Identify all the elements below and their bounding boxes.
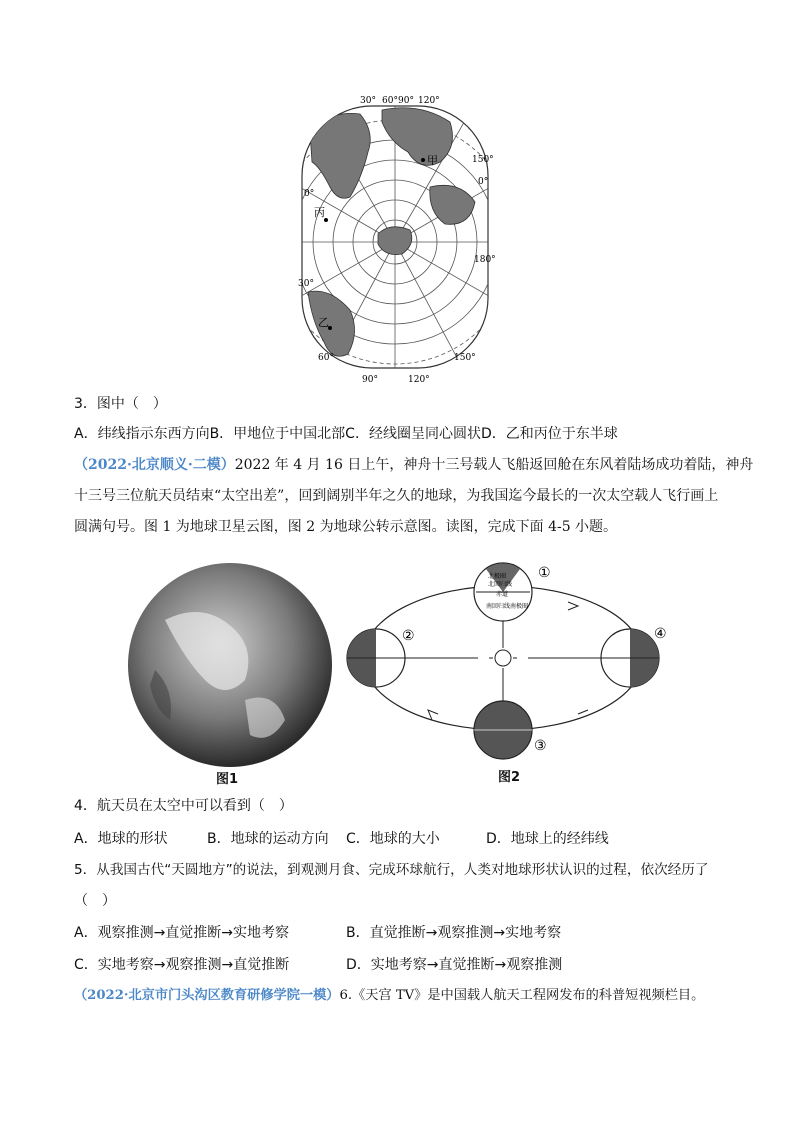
globe-label-3: 南回归线 [486,603,511,610]
passage-line2: 十三号三位航天员结束“太空出差”，回到阔别半年之久的地球，为我国迄今最长的一次太空载人飞行画上 [74,488,719,504]
q5-option-b: B．直觉推断→观察推测→实地考察 [346,925,562,941]
q4-option-a: A．地球的形状 [74,831,168,847]
q4-option-c: C．地球的大小 [346,831,440,847]
q3-options: A．纬线指示东西方向B．甲地位于中国北部C．经线圈呈同心圆状D．乙和丙位于东半球 [74,426,618,442]
q4-option-d: D．地球上的经纬线 [486,831,609,847]
q5-stem: 5．从我国古代“天圆地方”的说法，到观测月食、完成环球航行，人类对地球形状认识的过程，依次经历了 [74,862,709,878]
map-label-top-2: 90° [398,96,414,106]
map-label-bottom-1: 90° [362,375,378,384]
q5-option-d: D．实地考察→直觉推断→观察推测 [346,957,563,973]
place-jia: 甲 [427,154,438,167]
map-label-top-3: 120° [418,96,440,106]
map-label-right-2: 180° [474,255,496,265]
fig1-label: 图1 [216,772,239,787]
map-label-bottom-0: 60° [318,353,334,363]
place-yi: 乙 [318,316,329,329]
passage-line3: 圆满句号。图 1 为地球卫星云图，图 2 为地球公转示意图。读图，完成下面 4-5 小题。 [74,519,618,535]
map-label-top-1: 60° [382,96,398,106]
map-label-left-0: 0° [304,189,315,199]
globe-label-0: 北极圈 [488,573,507,580]
map-label-top-0: 30° [360,96,376,106]
satellite-globe-figure [125,560,335,770]
globe-label-2: 赤道 [496,591,509,598]
q3-stem: 3．图中（ ） [74,396,167,412]
place-bing: 丙 [314,206,325,219]
position-1: ① [538,565,551,581]
passage-text-1: 2022 年 4 月 16 日上午，神舟十三号载人飞船返回舱在东风着陆场成功着陆，神舟 [234,457,754,473]
q4-option-b: B．地球的运动方向 [207,831,329,847]
map-label-right-0: 150° [472,155,494,165]
q6-line [74,986,704,1006]
map-label-left-1: 30° [298,279,314,289]
map-label-bottom-3: 150° [454,353,476,363]
q5-option-c: C．实地考察→观察推测→直觉推断 [74,957,290,973]
passage-source: （2022·北京顺义·二模） [74,457,235,473]
position-3: ③ [534,738,547,754]
q5-paren: （ ） [74,893,116,909]
fig2-label: 图2 [498,770,521,785]
position-2: ② [402,628,415,644]
position-4: ④ [654,626,667,642]
polar-map-figure [290,92,500,384]
globe-label-4: 南极圈 [510,603,529,610]
map-label-right-1: 0° [478,177,489,187]
revolution-diagram [338,552,668,764]
q6-source: （2022·北京市门头沟区教育研修学院一模） [74,988,340,1003]
map-label-bottom-2: 120° [408,375,430,384]
q6-text: 6.《天宫 TV》是中国载人航天工程网发布的科普短视频栏目。 [339,988,705,1003]
passage-line1 [74,455,753,475]
q4-stem: 4．航天员在太空中可以看到（ ） [74,798,293,814]
q5-option-a: A．观察推测→直觉推断→实地考察 [74,925,290,941]
globe-label-1: 北回归线 [488,581,513,588]
